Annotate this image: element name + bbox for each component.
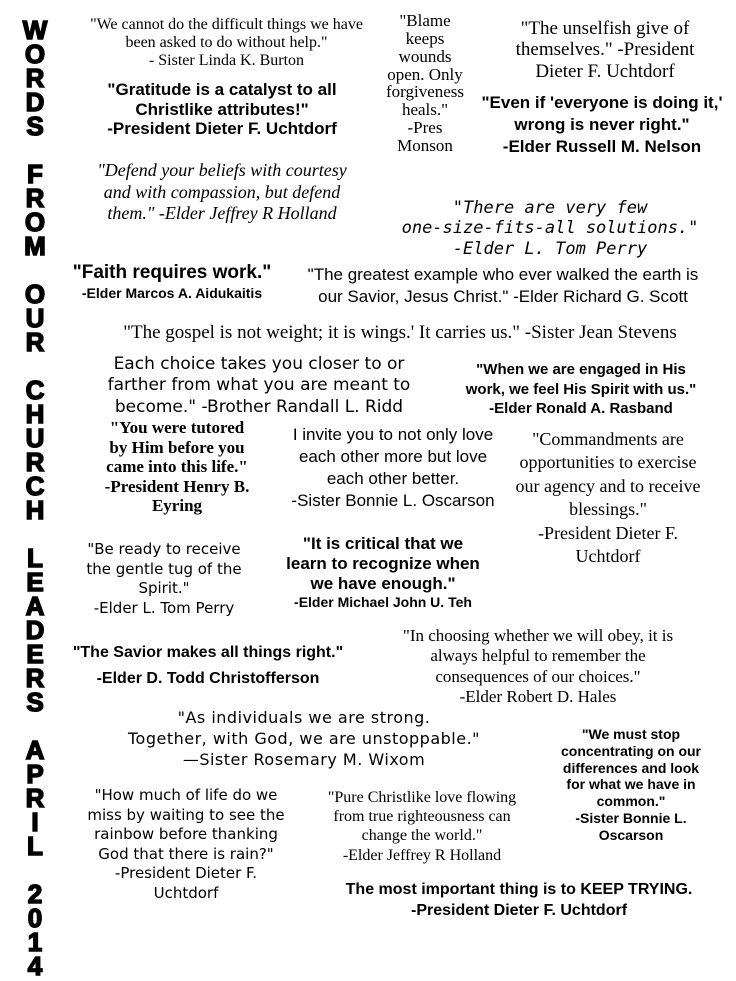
quote-author: -Elder Ronald A. Rasband [489,400,673,417]
quote-line: for what we have in [566,776,696,793]
side-letter: S [26,111,44,141]
quote-author: -President Henry B. [104,476,250,496]
quote-tutored [72,418,282,516]
quote-author: -President Dieter F. Uchtdorf [107,119,337,139]
quote-individuals [74,708,534,770]
side-letter: E [26,639,44,669]
quote-line: by Him before you [109,437,245,457]
quote-line: "We must stop [581,726,681,742]
quote-author: -Sister Bonnie L. [575,809,687,826]
quote-line: blessings." [569,499,647,520]
quote-line: "As individuals we are strong. [177,708,431,727]
side-letter: R [25,447,45,477]
quote-line: open. Only [387,64,463,84]
quote-line: our agency and to receive [515,475,701,496]
side-letter: C [25,471,45,501]
quote-line: I invite you to not only love [292,425,494,444]
quote-line: Each choice takes you closer to or [113,354,405,374]
quote-invite [276,424,510,512]
side-letter: O [24,279,46,309]
quote-burton [74,16,379,70]
side-letter: R [25,783,45,813]
quote-line: Christlike attributes!" [135,99,309,119]
quote-line: "The unselfish give of [520,18,690,39]
quote-author: -President Dieter F. [537,522,679,543]
quote-blame [372,12,478,155]
quote-onesize [368,198,732,259]
quote-line: Spirit." [138,579,190,597]
side-letter: S [26,687,44,717]
quote-ready [70,540,258,618]
quote-line: one-size-fits-all solutions." [401,218,699,239]
quote-line: keeps [405,28,445,48]
quote-defend [74,160,370,225]
quote-author: - Sister Linda K. Burton [148,51,305,69]
side-letter: F [27,159,43,189]
quote-line: become." -Brother Randall L. Ridd [114,396,404,417]
quote-line: opportunities to exercise [519,452,697,473]
quote-author: -Elder D. Todd Christofferson [96,669,320,687]
side-letter: H [25,399,45,429]
quote-author: -Elder Russell M. Nelson [502,137,702,157]
side-letter: W [22,15,48,45]
quote-line: "Even if 'everyone is doing it,' [481,93,723,112]
quote-choosing [346,626,730,708]
quote-line: forgiveness [385,82,465,102]
quote-pure [304,788,540,865]
side-letter: 4 [27,951,43,981]
side-title [10,15,60,981]
side-letter: R [25,327,45,357]
side-letter: D [25,615,45,645]
quote-line: differences and look [562,759,700,776]
quote-engaged [432,360,730,419]
quote-line: "When we are engaged in His [476,361,686,378]
quote-author: -President Dieter F. Uchtdorf [410,901,628,919]
quote-gratitude [72,80,372,139]
quote-line: been asked to do without help." [125,33,328,51]
side-letter: H [25,495,45,525]
quote-line: "There are very few [452,198,648,218]
quote-line: work, we feel His Spirit with us." [465,380,697,398]
quote-line: consequences of our choices." [435,666,641,686]
quote-line: learn to recognize when [286,554,480,574]
quote-line: came into this life." [106,457,248,477]
side-letter: 0 [27,903,43,933]
quote-unselfish [474,18,736,82]
quote-author: Dieter F. Uchtdorf [535,60,675,82]
side-letter: R [25,183,45,213]
quote-line: "The Savior makes all things right." [72,644,344,661]
quote-author: Eyring [151,496,203,516]
quote-line: "Faith requires work." [72,262,272,283]
quote-line: concentrating on our [561,742,701,759]
quote-line: and with compassion, but defend [103,181,341,202]
side-letter: R [25,663,45,693]
quote-line: "How much of life do we [94,786,278,804]
quote-author: -Sister Bonnie L. Oscarson [291,491,495,511]
quote-author: Oscarson [598,826,664,843]
quote-line: change the world." [361,827,483,845]
quote-author: Uchtdorf [153,883,219,902]
quote-greatest [278,264,728,308]
quote-author: -Elder Marcos A. Aidukaitis [81,284,263,301]
quote-author: Uchtdorf [575,545,641,566]
quote-line: farther from what you are meant to [107,375,411,396]
quote-choice [88,354,430,418]
quote-author: -Elder Robert D. Hales [459,687,617,707]
quote-line: Together, with God, we are unstoppable." [127,728,481,748]
quote-line: "The gospel is not weight; it is wings.' It carries us." -Sister Jean Stevens [123,322,677,343]
side-letter: A [25,735,45,765]
side-letter: E [26,567,44,597]
quote-line: we have enough." [310,574,456,594]
quote-stop [536,726,726,844]
side-letter: A [25,591,45,621]
quote-line: common." [596,793,666,810]
quote-savior [68,640,348,691]
side-letter: 2 [27,879,43,909]
quote-line: the gentle tug of the [86,559,242,578]
side-letter: C [25,375,45,405]
quote-line: "The greatest example who ever walked the earth is [307,265,699,284]
quote-author: —Sister Rosemary M. Wixom [182,749,426,769]
side-letter: 1 [27,927,43,957]
quote-line: heals." [401,100,449,120]
quote-gospel [74,322,726,343]
quote-line: from true righteousness can [333,808,511,826]
quote-line: "Gratitude is a catalyst to all [107,80,337,99]
side-letter: L [27,831,43,861]
quote-line: "It is critical that we [302,534,464,553]
quote-line: "Be ready to receive [87,540,241,558]
quote-line: "We cannot do the difficult things we have [90,16,363,33]
quote-line: wounds [398,46,452,66]
quote-commandments [508,428,708,568]
quote-line: each other better. [326,469,460,489]
quote-author: -Elder Jeffrey R Holland [342,846,502,864]
quote-critical [258,534,508,611]
quote-line: themselves." -President [515,39,695,61]
quote-line: miss by waiting to see the [87,805,285,824]
side-letter: D [25,87,45,117]
quote-author: -Pres [407,118,443,138]
quote-line: God that there is rain?" [98,844,274,863]
quote-line: "Commandments are [532,429,684,449]
side-letter: O [24,207,46,237]
quote-line: each other more but love [298,447,488,467]
quote-author: -President Dieter F. [114,864,258,882]
quote-rainbow [74,786,298,903]
quote-line: "Pure Christlike love flowing [327,789,517,806]
side-letter: L [27,543,43,573]
quote-line: rainbow before thanking [94,825,278,843]
side-letter: M [24,231,46,261]
quote-line: our Savior, Jesus Christ." -Elder Richard G. Scott [318,287,688,307]
quote-author: Monson [397,135,453,155]
quote-author: them." -Elder Jeffrey R Holland [107,203,337,224]
quote-author: -Elder L. Tom Perry [93,598,235,617]
quote-author: -Elder Michael John U. Teh [294,594,472,611]
quote-author: -Elder L. Tom Perry [452,238,648,259]
quote-line: "In choosing whether we will obey, it is [402,626,674,645]
side-letter: P [26,759,44,789]
side-letter: I [31,807,39,837]
side-letter: R [25,63,45,93]
side-letter: U [25,303,45,333]
quote-everyone [478,92,726,158]
quote-line: "You were tutored [109,418,245,437]
quote-line: wrong is never right." [514,115,690,135]
side-letter: U [25,423,45,453]
quote-important [306,880,732,922]
quote-line: "Blame [399,11,451,30]
side-letter: O [24,39,46,69]
quote-line: always helpful to remember the [430,646,646,666]
quote-faith [70,262,274,302]
quote-line: The most important thing is to KEEP TRYING. [345,881,693,898]
quote-line: "Defend your beliefs with courtesy [97,160,347,180]
